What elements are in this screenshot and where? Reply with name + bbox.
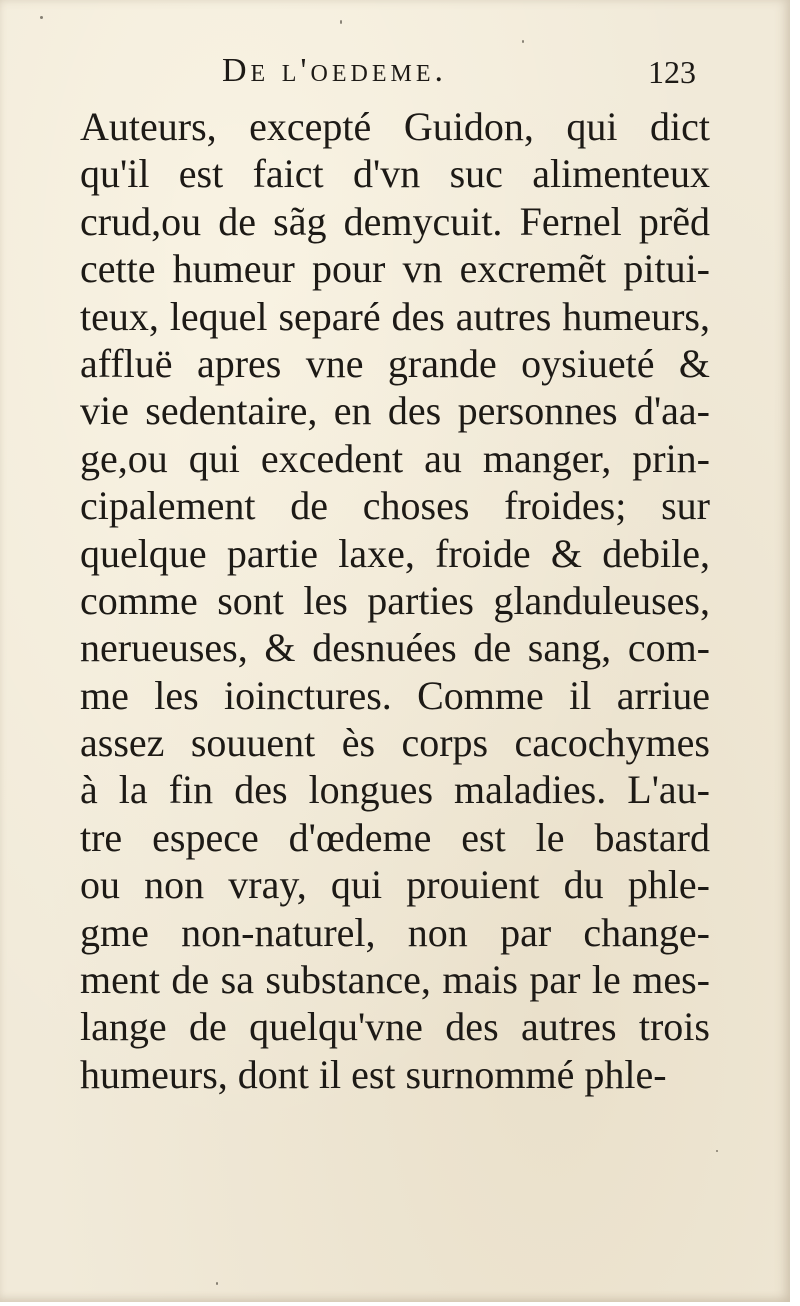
- text-line: nerueuses, & desnuées de sang, com-: [80, 625, 710, 671]
- ink-speck: [522, 40, 524, 43]
- text-line: cipalement de choses froides; sur: [80, 483, 710, 529]
- text-line: tre espece d'œdeme est le bastard: [80, 814, 710, 860]
- text-line: teux, lequel separé des autres humeurs,: [80, 293, 710, 339]
- text-line: quelque partie laxe, froide & debile,: [80, 530, 710, 576]
- text-line: assez souuent ès corps cacochymes: [80, 720, 710, 766]
- text-line: ment de sa substance, mais par le mes-: [80, 957, 710, 1003]
- page-number: 123: [648, 54, 696, 90]
- text-line: affluë apres vne grande oysiueté &: [80, 340, 710, 386]
- running-head: De l'oedeme.: [222, 52, 447, 89]
- text-line: lange de quelqu'vne des autres trois: [80, 1004, 710, 1050]
- text-line: ge,ou qui excedent au manger, prin-: [80, 435, 710, 481]
- text-line: qu'il est faict d'vn suc alimenteux: [80, 151, 710, 197]
- text-line: comme sont les parties glanduleuses,: [80, 577, 710, 623]
- page-header: [0, 52, 790, 102]
- text-line: gme non-naturel, non par change-: [80, 909, 710, 955]
- text-line: à la fin des longues maladies. L'au-: [80, 767, 710, 813]
- text-line: vie sedentaire, en des personnes d'aa-: [80, 388, 710, 434]
- body-text: [80, 103, 710, 1098]
- text-line: ou non vray, qui prouient du phle-: [80, 862, 710, 908]
- text-line: crud,ou de sãg demycuit. Fernel prẽd: [80, 198, 710, 244]
- text-line: Auteurs, excepté Guidon, qui dict: [80, 104, 710, 149]
- text-line: humeurs, dont il est surnommé phle-: [80, 1051, 667, 1097]
- ink-speck: [216, 1282, 218, 1285]
- ink-speck: [716, 1150, 718, 1152]
- ink-speck: [40, 16, 43, 19]
- text-line: me les ioinctures. Comme il arriue: [80, 672, 710, 718]
- scan-margin: [790, 0, 800, 1306]
- ink-speck: [340, 20, 342, 24]
- text-line: cette humeur pour vn excremẽt pitui-: [80, 246, 710, 292]
